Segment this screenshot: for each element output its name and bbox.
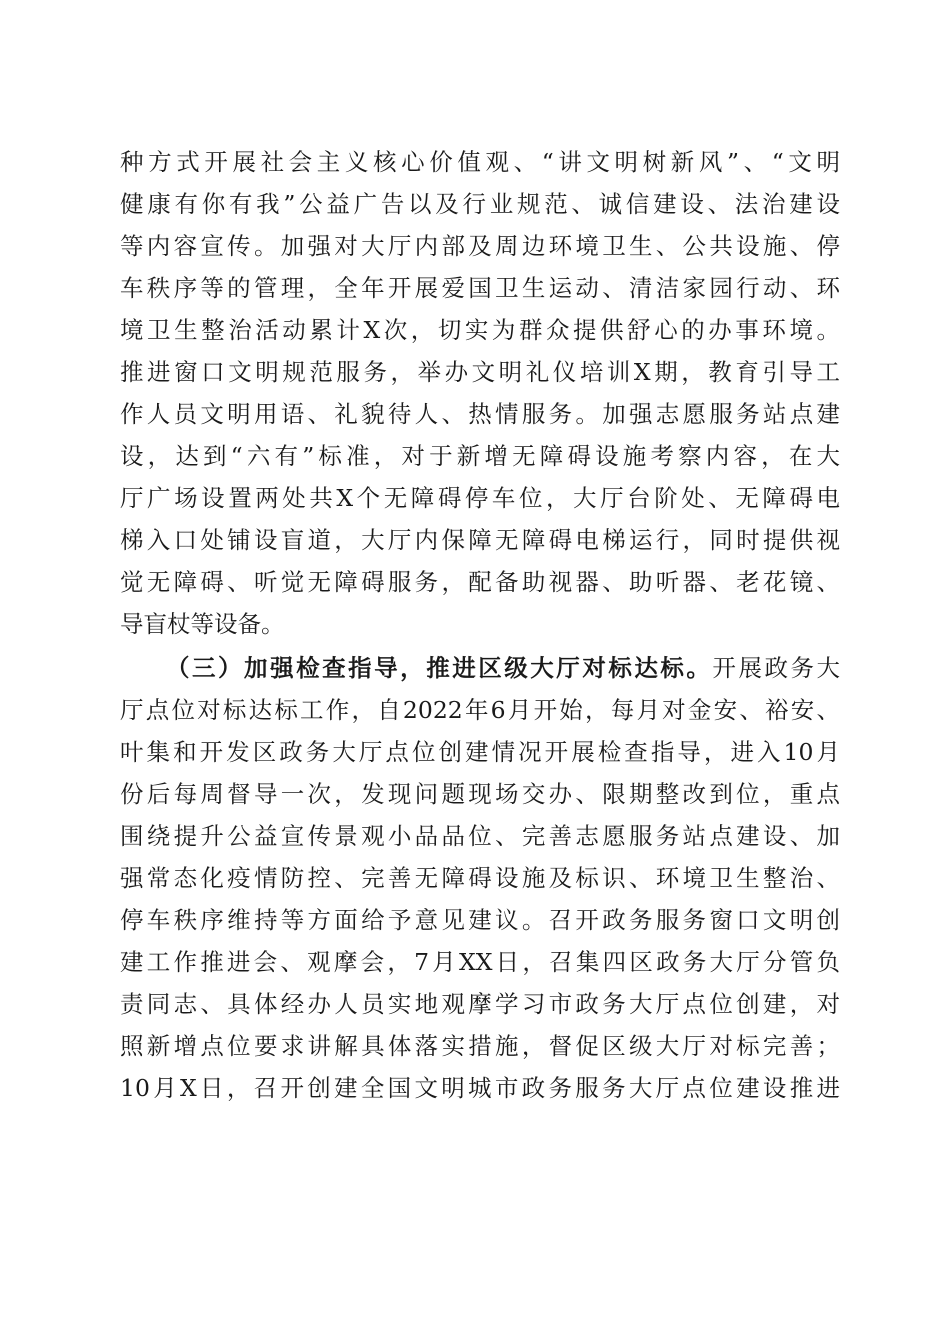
text-line: 觉无障碍、听觉无障碍服务，配备助视器、助听器、老花镜、: [120, 568, 840, 596]
text-line: 梯入口处铺设盲道，大厅内保障无障碍电梯运行，同时提供视: [120, 526, 840, 554]
text-line: 作人员文明用语、礼貌待人、热情服务。加强志愿服务站点建: [120, 400, 840, 428]
text-line: 建工作推进会、观摩会，7月XX日，召集四区政务大厅分管负: [120, 948, 840, 976]
text-line: 强常态化疫情防控、完善无障碍设施及标识、环境卫生整治、: [120, 864, 840, 892]
text-line: 种方式开展社会主义核心价值观、“讲文明树新风”、“文明: [120, 148, 840, 176]
text-line: 照新增点位要求讲解具体落实措施，督促区级大厅对标完善；: [120, 1032, 840, 1060]
text-line: 厅点位对标达标工作，自2022年6月开始，每月对金安、裕安、: [120, 696, 840, 724]
text-line: 健康有你有我”公益广告以及行业规范、诚信建设、法治建设: [120, 190, 840, 218]
section-heading: （三）加强检查指导，推进区级大厅对标达标。: [166, 654, 713, 682]
text-line: 车秩序等的管理，全年开展爱国卫生运动、清洁家园行动、环: [120, 274, 840, 302]
text-line: 责同志、具体经办人员实地观摩学习市政务大厅点位创建，对: [120, 990, 840, 1018]
text-line: 境卫生整治活动累计X次，切实为群众提供舒心的办事环境。: [120, 316, 840, 344]
text-line: 围绕提升公益宣传景观小品品位、完善志愿服务站点建设、加: [120, 822, 840, 850]
text-line: 10月X日，召开创建全国文明城市政务服务大厅点位建设推进: [120, 1074, 840, 1102]
text-line: 叶集和开发区政务大厅点位创建情况开展检查指导，进入10月: [120, 738, 840, 766]
text-line: 导盲杖等设备。: [120, 610, 285, 638]
section-heading-line: [166, 654, 840, 682]
text-line: 等内容宣传。加强对大厅内部及周边环境卫生、公共设施、停: [120, 232, 840, 260]
text-line: 停车秩序维持等方面给予意见建议。召开政务服务窗口文明创: [120, 906, 840, 934]
text-line: 设，达到“六有”标准，对于新增无障碍设施考察内容，在大: [120, 442, 840, 470]
text-line: 厅广场设置两处共X个无障碍停车位，大厅台阶处、无障碍电: [120, 484, 840, 512]
text-line: 推进窗口文明规范服务，举办文明礼仪培训X期，教育引导工: [120, 358, 840, 386]
text-line: 份后每周督导一次，发现问题现场交办、限期整改到位，重点: [120, 780, 840, 808]
text-run: 开展政务大: [712, 654, 841, 682]
